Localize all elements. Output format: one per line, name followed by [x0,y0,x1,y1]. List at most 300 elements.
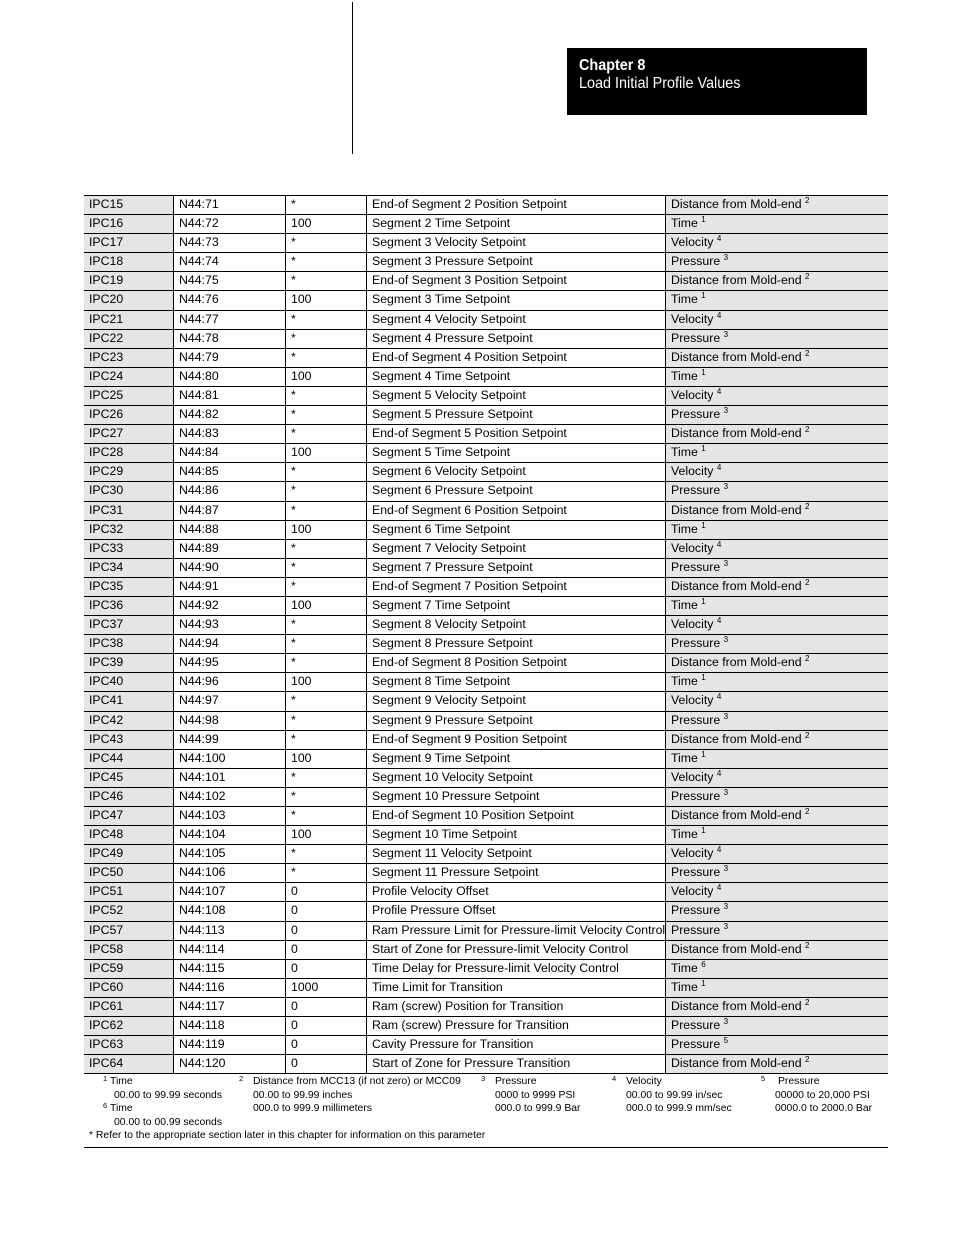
default-cell: * [285,253,366,271]
table-row [84,960,888,979]
footnote-ref: 1 [701,520,706,530]
footnote-4: 4 Velocity 00.00 to 99.99 in/sec 000.0 to 999.9 mm/sec [612,1074,732,1114]
footnote-ref: 4 [716,463,722,473]
table-row [84,788,888,807]
footnote-ref: 3 [723,864,729,874]
units-cell [665,902,888,920]
default-cell: * [285,311,366,329]
default-cell: * [285,692,366,710]
footnote-ref: 3 [723,711,729,721]
units-text: Pressure [671,483,721,498]
ipc-cell: IPC26 [84,406,173,424]
table-row [84,502,888,521]
table-row [84,941,888,960]
description-cell: Time Delay for Pressure-limit Velocity Control [366,960,665,978]
address-cell: N44:103 [173,807,285,825]
units-text: Time [671,674,698,689]
ipc-cell: IPC52 [84,902,173,920]
units-cell [665,616,888,634]
default-cell: 100 [285,826,366,844]
description-cell: Segment 9 Time Setpoint [366,750,665,768]
description-cell: Cavity Pressure for Transition [366,1036,665,1054]
units-cell [665,979,888,997]
footnote-ref: 4 [716,845,722,855]
address-cell: N44:91 [173,578,285,596]
units-text: Distance from Mold-end [671,998,802,1013]
description-cell: Segment 7 Pressure Setpoint [366,559,665,577]
units-cell [665,788,888,806]
units-cell [665,368,888,386]
units-text: Distance from Mold-end [671,426,802,441]
footnote-ref: 3 [723,329,729,339]
footnote-ref: 3 [723,482,729,492]
units-cell [665,1055,888,1073]
address-cell: N44:105 [173,845,285,863]
default-cell: * [285,502,366,520]
default-cell: * [285,635,366,653]
footnote-6: 6 Time 00.00 to 00.99 seconds [103,1101,223,1128]
units-cell [665,750,888,768]
description-cell: Segment 2 Time Setpoint [366,215,665,233]
units-cell [665,769,888,787]
footnote-ref: 2 [804,501,810,511]
units-cell [665,807,888,825]
units-cell [665,731,888,749]
default-cell: * [285,540,366,558]
ipc-cell: IPC63 [84,1036,173,1054]
description-cell: Segment 6 Velocity Setpoint [366,463,665,481]
description-cell: Segment 3 Time Setpoint [366,291,665,309]
footnote-ref: 3 [723,406,729,416]
address-cell: N44:75 [173,272,285,290]
default-cell: * [285,387,366,405]
address-cell: N44:118 [173,1017,285,1035]
units-cell [665,196,888,214]
units-text: Velocity [671,464,714,479]
units-text: Pressure [671,330,721,345]
footnote-ref: 3 [723,921,729,931]
address-cell: N44:99 [173,731,285,749]
default-cell: * [285,425,366,443]
description-cell: Segment 3 Pressure Setpoint [366,253,665,271]
table-row [84,597,888,616]
units-cell [665,864,888,882]
address-cell: N44:79 [173,349,285,367]
ipc-cell: IPC31 [84,502,173,520]
ipc-cell: IPC57 [84,922,173,940]
table-row [84,807,888,826]
footnote-ref: 1 [701,673,706,683]
ipc-cell: IPC37 [84,616,173,634]
units-cell [665,597,888,615]
units-cell [665,482,888,500]
address-cell: N44:101 [173,769,285,787]
description-cell: Segment 4 Time Setpoint [366,368,665,386]
description-cell: Segment 9 Velocity Setpoint [366,692,665,710]
address-cell: N44:108 [173,902,285,920]
table-row [84,444,888,463]
default-cell: * [285,845,366,863]
description-cell: Time Limit for Transition [366,979,665,997]
description-cell: End-of Segment 4 Position Setpoint [366,349,665,367]
units-cell [665,922,888,940]
units-text: Pressure [671,788,721,803]
units-text: Pressure [671,903,721,918]
units-text: Distance from Mold-end [671,578,802,593]
table-row [84,998,888,1017]
default-cell: 100 [285,597,366,615]
ipc-cell: IPC25 [84,387,173,405]
footnote-1: 1 Time 00.00 to 99.99 seconds [103,1074,223,1101]
address-cell: N44:84 [173,444,285,462]
ipc-cell: IPC42 [84,712,173,730]
ipc-cell: IPC33 [84,540,173,558]
units-text: Distance from Mold-end [671,502,802,517]
units-text: Pressure [671,865,721,880]
ipc-cell: IPC27 [84,425,173,443]
units-text: Time [671,960,698,975]
ipc-cell: IPC47 [84,807,173,825]
units-text: Velocity [671,884,714,899]
default-cell: * [285,196,366,214]
address-cell: N44:89 [173,540,285,558]
footnote-ref: 3 [723,635,729,645]
ipc-cell: IPC28 [84,444,173,462]
footnote-ref: 2 [804,807,810,816]
units-cell [665,349,888,367]
description-cell: Segment 6 Time Setpoint [366,521,665,539]
ipc-cell: IPC30 [84,482,173,500]
description-cell: End-of Segment 5 Position Setpoint [366,425,665,443]
table-row [84,826,888,845]
address-cell: N44:86 [173,482,285,500]
description-cell: Segment 7 Velocity Setpoint [366,540,665,558]
table-row [84,1017,888,1036]
table-row [84,654,888,673]
table-row [84,635,888,654]
table-row [84,979,888,998]
units-cell [665,654,888,672]
address-cell: N44:107 [173,883,285,901]
units-cell [665,1036,888,1054]
ipc-cell: IPC32 [84,521,173,539]
units-cell [665,941,888,959]
address-cell: N44:90 [173,559,285,577]
units-text: Time [671,979,698,994]
footnote-ref: 2 [804,196,810,205]
ipc-cell: IPC38 [84,635,173,653]
footnote-3: 3 Pressure 0000 to 9999 PSI 000.0 to 999.9 Bar [481,1074,581,1114]
units-text: Time [671,445,698,460]
description-cell: End-of Segment 3 Position Setpoint [366,272,665,290]
footnote-ref: 2 [804,577,810,587]
address-cell: N44:113 [173,922,285,940]
default-cell: * [285,330,366,348]
units-cell [665,673,888,691]
units-cell [665,311,888,329]
description-cell: Segment 8 Time Setpoint [366,673,665,691]
ipc-cell: IPC34 [84,559,173,577]
description-cell: Segment 11 Pressure Setpoint [366,864,665,882]
address-cell: N44:92 [173,597,285,615]
default-cell: * [285,349,366,367]
units-text: Time [671,827,698,842]
description-cell: Segment 9 Pressure Setpoint [366,712,665,730]
address-cell: N44:114 [173,941,285,959]
footnote-ref: 2 [804,348,810,358]
units-cell [665,272,888,290]
table-row [84,330,888,349]
default-cell: * [285,406,366,424]
units-cell [665,635,888,653]
description-cell: Segment 3 Velocity Setpoint [366,234,665,252]
table-row [84,864,888,883]
default-cell: 100 [285,673,366,691]
footnote-ref: 3 [723,558,729,568]
parameter-table [84,195,888,1074]
units-cell [665,960,888,978]
default-cell: 1000 [285,979,366,997]
table-row [84,922,888,941]
units-cell [665,521,888,539]
ipc-cell: IPC24 [84,368,173,386]
address-cell: N44:80 [173,368,285,386]
units-text: Pressure [671,1018,721,1033]
ipc-cell: IPC36 [84,597,173,615]
ipc-cell: IPC18 [84,253,173,271]
table-row [84,311,888,330]
footnote-2: 2 Distance from MCC13 (if not zero) or MCC09 00.00 to 99.99 inches 000.0 to 999.9 millimeters [239,1074,461,1114]
table-row [84,769,888,788]
units-text: Velocity [671,693,714,708]
table-row [84,215,888,234]
units-cell [665,330,888,348]
table-row [84,272,888,291]
address-cell: N44:74 [173,253,285,271]
description-cell: Segment 8 Pressure Setpoint [366,635,665,653]
table-row [84,234,888,253]
table-row [84,559,888,578]
units-text: Pressure [671,559,721,574]
default-cell: 100 [285,444,366,462]
table-row [84,253,888,272]
units-text: Pressure [671,254,721,269]
footnote-ref: 1 [701,978,706,988]
units-text: Velocity [671,846,714,861]
ipc-cell: IPC50 [84,864,173,882]
units-cell [665,883,888,901]
footnote-ref: 4 [716,234,722,244]
footnote-ref: 1 [701,826,706,836]
units-cell [665,444,888,462]
default-cell: 100 [285,750,366,768]
description-cell: Segment 4 Pressure Setpoint [366,330,665,348]
ipc-cell: IPC16 [84,215,173,233]
table-row [84,692,888,711]
table-row [84,750,888,769]
footnote-ref: 1 [701,596,706,606]
units-text: Pressure [671,922,721,937]
table-row [84,540,888,559]
footnote-ref: 2 [804,730,810,740]
table-row [84,368,888,387]
footnote-ref: 2 [804,654,810,664]
default-cell: * [285,272,366,290]
address-cell: N44:106 [173,864,285,882]
table-row [84,731,888,750]
ipc-cell: IPC20 [84,291,173,309]
chapter-header [567,48,867,115]
footnote-ref: 4 [716,310,722,320]
units-text: Velocity [671,769,714,784]
address-cell: N44:115 [173,960,285,978]
default-cell: 0 [285,960,366,978]
ipc-cell: IPC40 [84,673,173,691]
units-text: Time [671,597,698,612]
table-row [84,902,888,921]
description-cell: Ram (screw) Position for Transition [366,998,665,1016]
units-cell [665,540,888,558]
description-cell: Ram (screw) Pressure for Transition [366,1017,665,1035]
ipc-cell: IPC43 [84,731,173,749]
ipc-cell: IPC17 [84,234,173,252]
ipc-cell: IPC64 [84,1055,173,1073]
ipc-cell: IPC60 [84,979,173,997]
footnotes [84,1074,888,1148]
description-cell: Segment 6 Pressure Setpoint [366,482,665,500]
table-row [84,1055,888,1074]
units-cell [665,845,888,863]
table-row [84,349,888,368]
units-text: Time [671,521,698,536]
footnote-ref: 2 [804,940,810,950]
address-cell: N44:83 [173,425,285,443]
ipc-cell: IPC22 [84,330,173,348]
ipc-cell: IPC45 [84,769,173,787]
description-cell: Segment 10 Pressure Setpoint [366,788,665,806]
default-cell: 100 [285,368,366,386]
description-cell: End-of Segment 2 Position Setpoint [366,196,665,214]
chapter-number: Chapter 8 [579,57,646,74]
address-cell: N44:97 [173,692,285,710]
default-cell: 0 [285,1017,366,1035]
description-cell: Segment 5 Time Setpoint [366,444,665,462]
footnote-ref: 5 [723,1036,729,1046]
address-cell: N44:78 [173,330,285,348]
default-cell: 0 [285,998,366,1016]
address-cell: N44:117 [173,998,285,1016]
description-cell: Ram Pressure Limit for Pressure-limit Velocity Control [366,922,665,940]
units-cell [665,998,888,1016]
ipc-cell: IPC19 [84,272,173,290]
default-cell: 100 [285,521,366,539]
units-text: Pressure [671,712,721,727]
units-cell [665,215,888,233]
default-cell: 100 [285,215,366,233]
table-row [84,521,888,540]
default-cell: * [285,769,366,787]
description-cell: End-of Segment 8 Position Setpoint [366,654,665,672]
description-cell: Profile Velocity Offset [366,883,665,901]
units-text: Distance from Mold-end [671,197,802,211]
default-cell: * [285,482,366,500]
footnote-ref: 3 [723,787,729,797]
ipc-cell: IPC15 [84,196,173,214]
table-row [84,712,888,731]
footnote-ref: 6 [701,959,706,969]
address-cell: N44:93 [173,616,285,634]
table-row [84,578,888,597]
default-cell: * [285,731,366,749]
footnote-ref: 3 [723,902,729,912]
default-cell: * [285,559,366,577]
units-cell [665,291,888,309]
description-cell: End-of Segment 9 Position Setpoint [366,731,665,749]
footnote-ref: 1 [701,367,706,377]
default-cell: 0 [285,941,366,959]
default-cell: * [285,864,366,882]
description-cell: End-of Segment 6 Position Setpoint [366,502,665,520]
units-cell [665,559,888,577]
default-cell: 0 [285,1055,366,1073]
footnote-ref: 4 [716,692,722,702]
units-text: Time [671,750,698,765]
address-cell: N44:87 [173,502,285,520]
footnote-ref: 1 [701,215,706,225]
table-row [84,845,888,864]
address-cell: N44:94 [173,635,285,653]
units-text: Time [671,368,698,383]
table-row [84,463,888,482]
units-cell [665,234,888,252]
table-row [84,406,888,425]
address-cell: N44:116 [173,979,285,997]
units-text: Velocity [671,311,714,326]
address-cell: N44:71 [173,196,285,214]
footnote-ref: 2 [804,425,810,435]
asterisk-note: * Refer to the appropriate section later in this chapter for information on this parameter [89,1130,486,1141]
footnote-ref: 1 [701,749,706,759]
units-text: Distance from Mold-end [671,941,802,956]
ipc-cell: IPC41 [84,692,173,710]
units-text: Distance from Mold-end [671,808,802,822]
chapter-title: Load Initial Profile Values [579,75,741,92]
address-cell: N44:102 [173,788,285,806]
description-cell: Segment 11 Velocity Setpoint [366,845,665,863]
units-text: Distance from Mold-end [671,349,802,364]
table-row [84,196,888,215]
ipc-cell: IPC48 [84,826,173,844]
address-cell: N44:100 [173,750,285,768]
footnote-ref: 3 [723,1017,729,1027]
footnote-ref: 4 [716,539,722,549]
default-cell: * [285,788,366,806]
address-cell: N44:76 [173,291,285,309]
default-cell: * [285,616,366,634]
ipc-cell: IPC39 [84,654,173,672]
default-cell: 0 [285,922,366,940]
units-text: Velocity [671,540,714,555]
address-cell: N44:82 [173,406,285,424]
units-text: Pressure [671,1037,721,1052]
default-cell: * [285,712,366,730]
default-cell: * [285,234,366,252]
ipc-cell: IPC23 [84,349,173,367]
default-cell: 0 [285,902,366,920]
address-cell: N44:72 [173,215,285,233]
footnote-ref: 2 [804,272,810,282]
footnote-ref: 4 [716,768,722,778]
